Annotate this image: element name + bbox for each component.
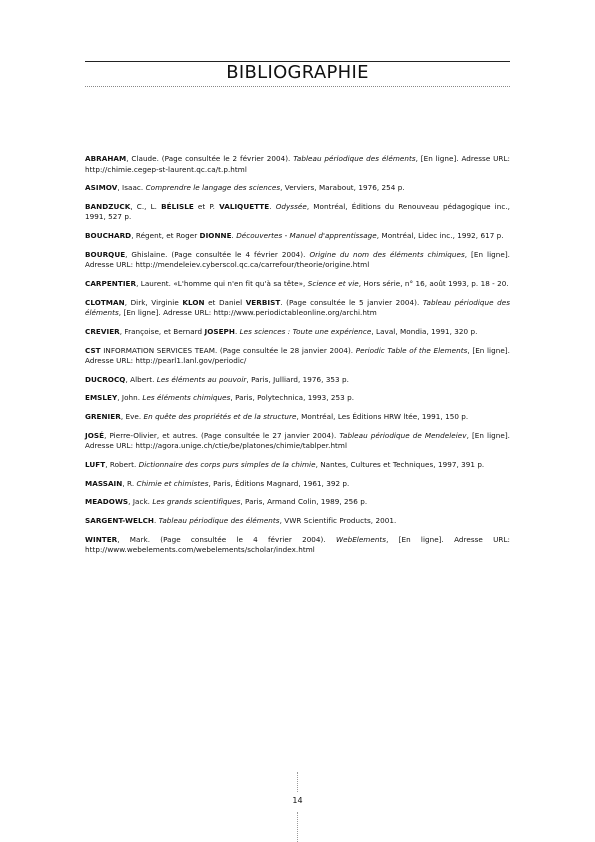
- entry-text: , Laval, Mondia, 1991, 320 p.: [371, 326, 478, 336]
- bibliography-entry: [85, 231, 510, 242]
- entry-text: , VWR Scientific Products, 2001.: [279, 516, 397, 525]
- entry-text: , C., L.: [130, 201, 162, 211]
- entry-text: , Verviers, Marabout, 1976, 254 p.: [280, 183, 405, 193]
- bibliography-entry: [85, 346, 510, 367]
- bibliography-entry: [85, 535, 510, 556]
- work-title: WebElements: [335, 534, 387, 544]
- work-title: Science et vie: [307, 278, 359, 288]
- work-title: Tableau périodique des éléments: [85, 297, 511, 318]
- entry-text: , Paris, Julliard, 1976, 353 p.: [246, 374, 349, 384]
- entry-text: , Montréal, Lidec inc., 1992, 617 p.: [376, 231, 504, 241]
- author-name: CST: [85, 345, 101, 355]
- work-title: Tableau périodique de Mendeleiev: [339, 430, 467, 440]
- author-name: DIONNE: [199, 231, 232, 241]
- work-title: Dictionnaire des corps purs simples de la chimie: [138, 459, 316, 469]
- entry-text: , Montréal, Éditions du Renouveau pédagogique inc., 1991, 527 p.: [85, 201, 510, 222]
- work-title: Les éléments au pouvoir: [156, 374, 247, 384]
- author-name: SARGENT-WELCH: [85, 516, 154, 525]
- bibliography-entry: [85, 298, 510, 319]
- entry-text: .: [234, 326, 240, 336]
- entry-text: , Eve.: [120, 412, 144, 422]
- work-title: Odyssée: [275, 201, 307, 211]
- entry-text: , [En ligne]. Adresse URL: http://agora.unige.ch/ctie/be/platones/chimie/tablper.html: [85, 430, 511, 451]
- entry-text: , Mark. (Page consultée le 4 février 2004).: [117, 534, 336, 544]
- work-title: Chimie et chimistes: [136, 478, 209, 488]
- entry-text: , Paris, Polytechnica, 1993, 253 p.: [230, 393, 355, 403]
- entry-text: , [En ligne]. Adresse URL: http://pearl1.lanl.gov/periodic/: [85, 345, 510, 365]
- bibliography-entry: [85, 250, 510, 271]
- entry-text: , Françoise, et Bernard: [119, 326, 205, 336]
- author-name: MEADOWS: [85, 497, 129, 507]
- work-title: Origine du nom des éléments chimiques: [309, 249, 465, 259]
- entry-text: .: [153, 516, 159, 525]
- entry-text: , Albert.: [125, 374, 157, 384]
- bibliography-entry: [85, 479, 510, 490]
- entry-text: , Pierre-Olivier, et autres. (Page consultée le 27 janvier 2004).: [104, 430, 340, 440]
- entry-text: INFORMATION SERVICES TEAM. (Page consultée le 28 janvier 2004).: [100, 345, 356, 355]
- bibliography-entry: [85, 202, 510, 223]
- bibliography-entry: [85, 154, 510, 175]
- entry-text: , Régent, et Roger: [131, 231, 200, 241]
- entry-text: , John.: [117, 393, 143, 403]
- bibliography-entry: [85, 460, 510, 471]
- work-title: Tableau périodique des éléments: [293, 154, 416, 163]
- work-title: Les grands scientifiques: [152, 497, 241, 507]
- author-name: CARPENTIER: [85, 278, 137, 288]
- author-name: VERBIST: [245, 297, 281, 307]
- entry-text: , [En ligne]. Adresse URL: http://www.webelements.com/webelements/scholar/index.html: [85, 534, 510, 555]
- entry-text: .: [231, 231, 237, 241]
- entry-text: , Paris, Éditions Magnard, 1961, 392 p.: [208, 478, 350, 488]
- bibliography-entry: [85, 375, 510, 386]
- entry-text: , Laurent. «L'homme qui n'en fit qu'à sa tête»,: [136, 278, 308, 288]
- work-title: Les sciences : Toute une expérience: [239, 326, 372, 336]
- author-name: VALIQUETTE: [219, 201, 270, 211]
- work-title: Les éléments chimiques: [142, 393, 231, 403]
- entry-text: , [En ligne]. Adresse URL: http://mendeleiev.cyberscol.qc.ca/carrefour/theorie/origine.html: [85, 249, 511, 270]
- entry-text: , [En ligne]. Adresse URL: http://www.periodictableonline.org/archi.htm: [118, 308, 377, 318]
- author-name: WINTER: [85, 534, 118, 544]
- entry-text: , Hors série, n° 16, août 1993, p. 18 - 20.: [358, 278, 509, 288]
- entry-text: , Isaac.: [117, 183, 146, 193]
- entry-text: . (Page consultée le 5 janvier 2004).: [280, 297, 423, 307]
- entry-text: , Jack.: [128, 497, 153, 507]
- entry-text: , Paris, Armand Colin, 1989, 256 p.: [240, 497, 368, 507]
- author-name: CREVIER: [85, 326, 120, 336]
- author-name: BOUCHARD: [85, 231, 132, 241]
- bibliography-entry: [85, 431, 510, 452]
- entry-text: , Nantes, Cultures et Techniques, 1997, 391 p.: [315, 459, 485, 469]
- bibliography-entry: [85, 183, 510, 194]
- author-name: BANDZUCK: [85, 201, 131, 211]
- bibliography-entry: [85, 497, 510, 508]
- author-name: LUFT: [85, 459, 106, 469]
- author-name: GRENIER: [85, 412, 121, 422]
- entry-text: .: [269, 201, 276, 211]
- entry-text: et P.: [193, 201, 220, 211]
- work-title: En quête des propriétés et de la structure: [143, 412, 297, 422]
- footer-dotted-rule-bottom: [297, 812, 298, 842]
- author-name: KLON: [182, 297, 205, 307]
- footer-dotted-rule-top: [297, 772, 298, 792]
- entry-text: , [En ligne]. Adresse URL: http://chimie.cegep-st-laurent.qc.ca/t.p.html: [85, 154, 510, 174]
- work-title: Découvertes - Manuel d'apprentissage: [236, 231, 377, 241]
- work-title: Comprendre le langage des sciences: [145, 183, 281, 193]
- work-title: Periodic Table of the Elements: [355, 345, 468, 355]
- title-dotted-rule: [85, 86, 510, 87]
- author-name: MASSAIN: [85, 478, 123, 488]
- bibliography-entry: [85, 412, 510, 423]
- author-name: BOURQUE: [85, 249, 126, 259]
- bibliography-entry: [85, 327, 510, 338]
- author-name: ASIMOV: [85, 183, 118, 193]
- entry-text: et Daniel: [204, 297, 246, 307]
- author-name: JOSÉ: [85, 430, 105, 440]
- author-name: JOSEPH: [204, 326, 235, 336]
- author-name: ABRAHAM: [85, 154, 127, 163]
- bibliography-entry: [85, 393, 510, 404]
- entry-text: , Ghislaine. (Page consultée le 4 février 2004).: [125, 249, 310, 259]
- author-name: EMSLEY: [85, 393, 118, 403]
- entry-text: , Claude. (Page consultée le 2 février 2004).: [126, 154, 294, 163]
- entry-text: , Robert.: [105, 459, 139, 469]
- bibliography-list: [85, 154, 510, 564]
- author-name: BÉLISLE: [161, 201, 194, 211]
- page-title: BIBLIOGRAPHIE: [226, 62, 369, 83]
- bibliography-entry: [85, 279, 510, 290]
- entry-text: , R.: [122, 478, 137, 488]
- page-number: 14: [292, 796, 303, 805]
- author-name: DUCROCQ: [85, 374, 126, 384]
- entry-text: , Montréal, Les Éditions HRW ltée, 1991, 150 p.: [296, 412, 469, 422]
- bibliography-entry: [85, 516, 510, 527]
- work-title: Tableau périodique des éléments: [158, 516, 280, 525]
- author-name: CLOTMAN: [85, 297, 125, 307]
- entry-text: , Dirk, Virginie: [124, 297, 183, 307]
